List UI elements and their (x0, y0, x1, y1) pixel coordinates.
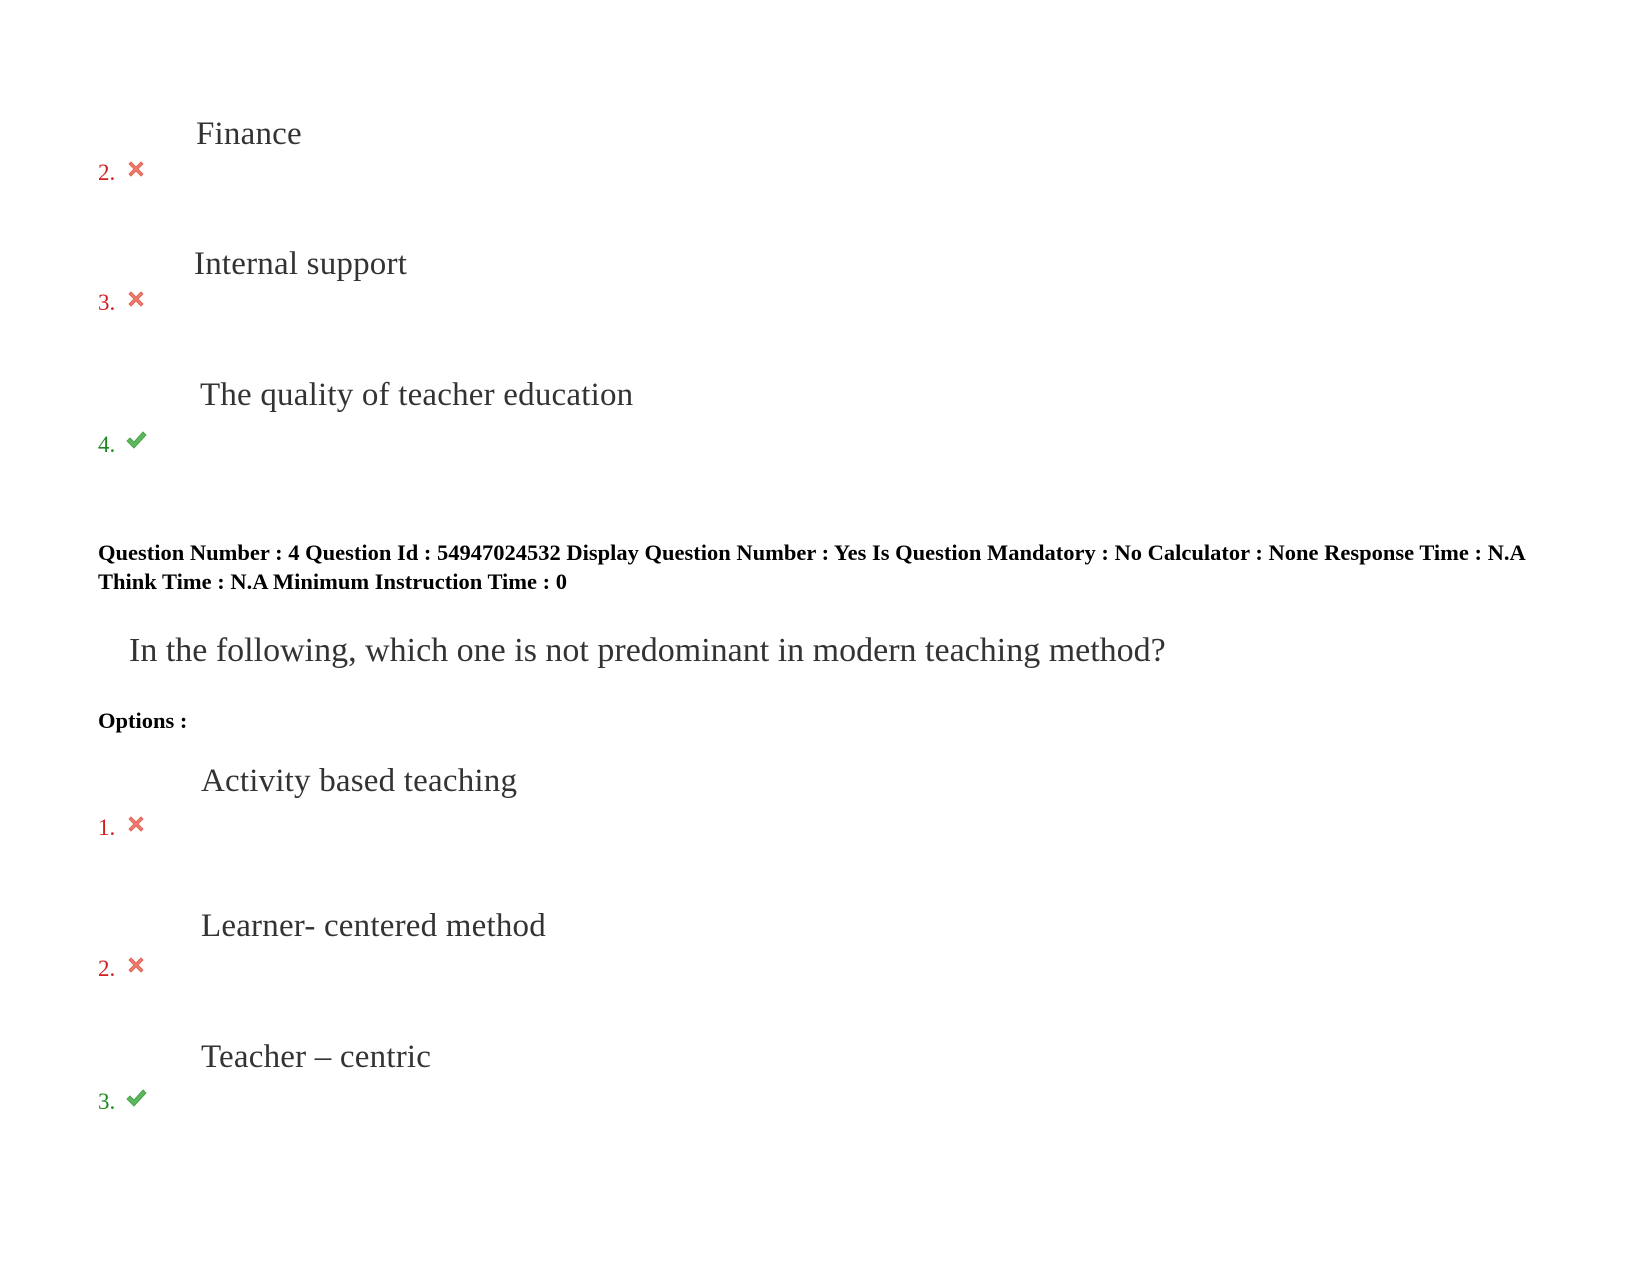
cross-icon (124, 157, 148, 181)
option-number: 2. (98, 160, 116, 185)
option-text: Learner- centered method (201, 908, 546, 944)
cross-icon (124, 812, 148, 836)
option-text: Finance (196, 116, 302, 152)
option-number: 2. (98, 956, 116, 981)
option-number: 1. (98, 815, 116, 840)
cross-icon (124, 953, 148, 977)
option-number: 4. (98, 432, 116, 457)
option-number: 3. (98, 1089, 116, 1114)
options-label: Options : (98, 708, 188, 733)
option-text: The quality of teacher education (200, 377, 634, 413)
check-icon (124, 1086, 148, 1110)
option-number: 3. (98, 290, 116, 315)
check-icon (124, 428, 148, 452)
option-text: Internal support (194, 246, 408, 282)
question-text: In the following, which one is not predominant in modern teaching method? (129, 632, 1166, 669)
option-text: Activity based teaching (201, 763, 518, 799)
cross-icon (124, 287, 148, 311)
option-text: Teacher – centric (201, 1039, 432, 1075)
question-meta: Question Number : 4 Question Id : 54947024532 Display Question Number : Yes Is Question Mandatory : No Calculator : None Response Time : N.A Think Time : N.A Minimum Instruction Time : 0 (98, 540, 1525, 594)
